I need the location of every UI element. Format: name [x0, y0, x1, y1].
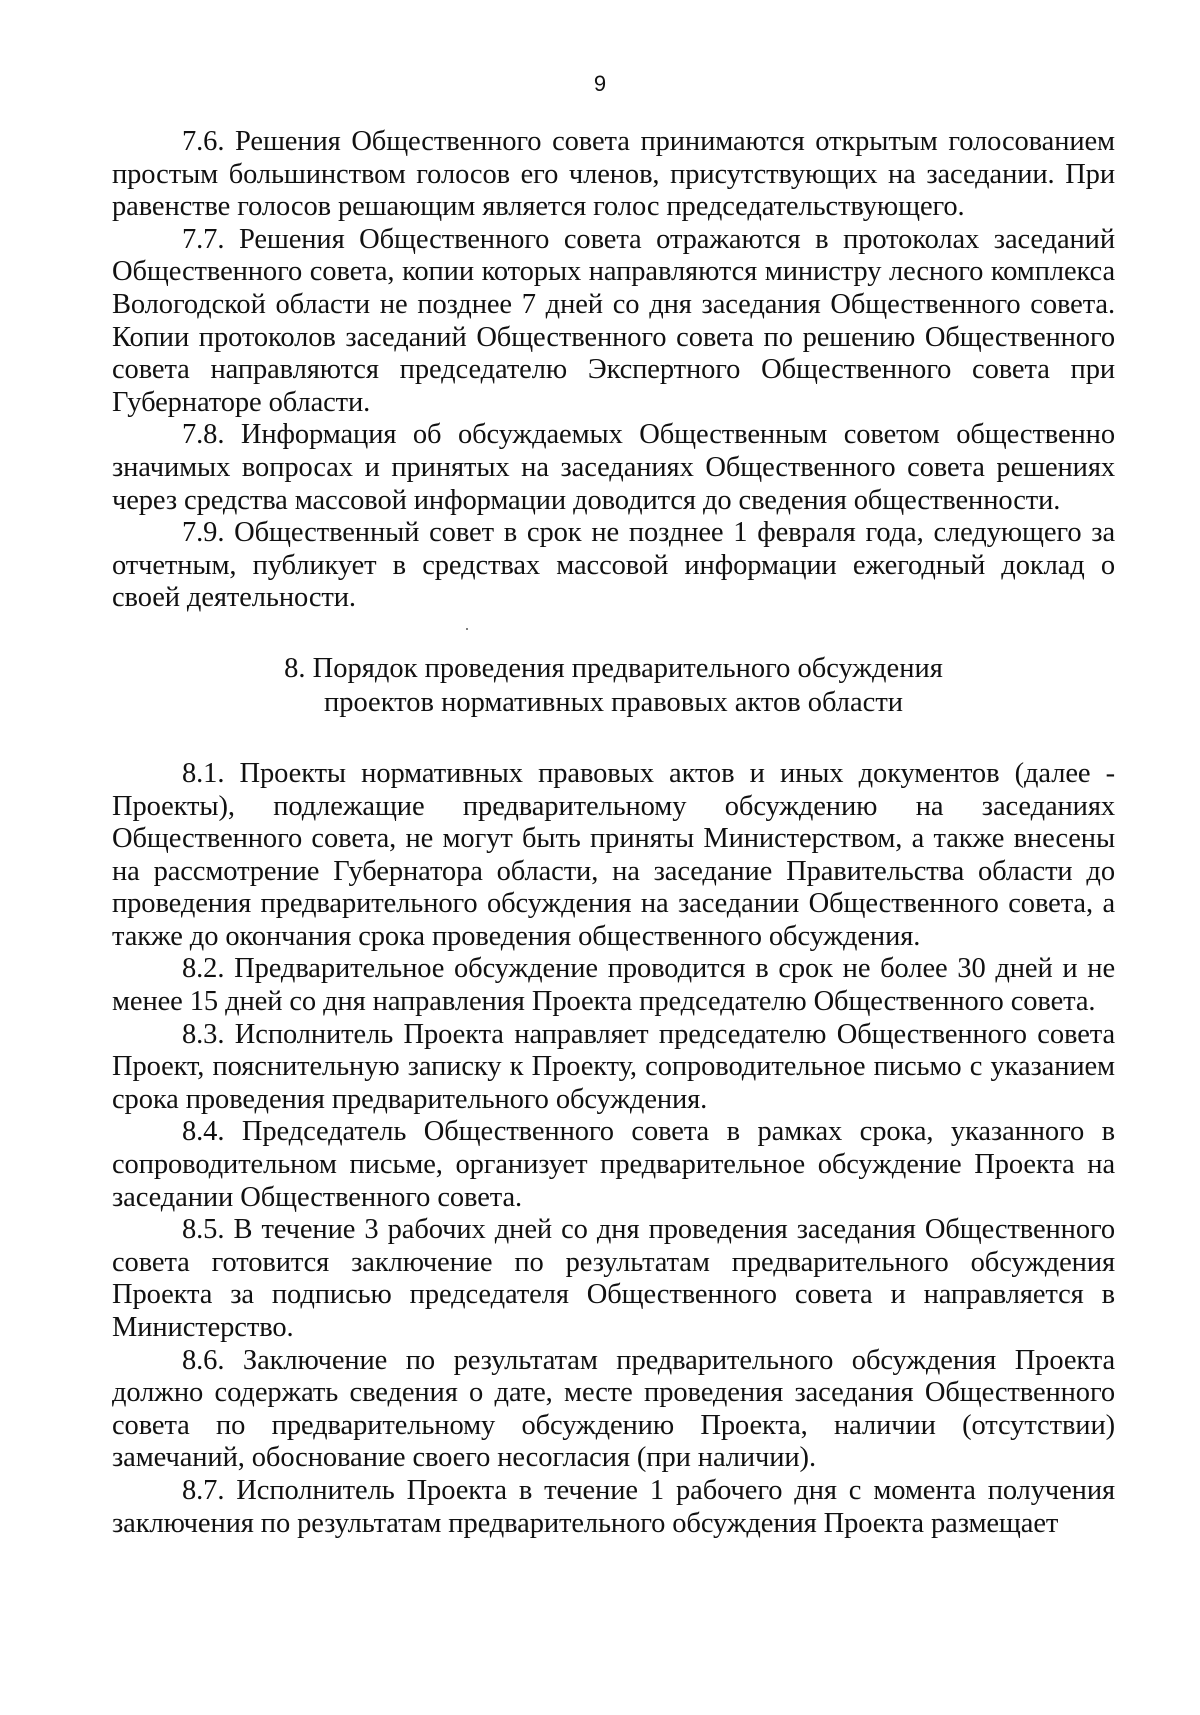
document-body	[112, 126, 1115, 1540]
section-8-heading	[112, 652, 1115, 720]
paragraph-7-6: 7.6. Решения Общественного совета принимаются открытым голосованием простым большинством голосов его членов, присутствующих на заседании. При равенстве голосов решающим является голос председательствующего.	[112, 126, 1115, 223]
paragraph-8-7: 8.7. Исполнитель Проекта в течение 1 рабочего дня с момента получения заключения по результатам предварительного обсуждения Проекта размещает	[112, 1474, 1115, 1539]
paragraph-8-2: 8.2. Предварительное обсуждение проводится в срок не более 30 дней и не менее 15 дней со дня направления Проекта председателю Общественного совета.	[112, 953, 1115, 1018]
paragraph-7-8: 7.8. Информация об обсуждаемых Общественным советом общественно значимых вопросах и принятых на заседаниях Общественного совета решениях через средства массовой информации доводится до сведения общественности.	[112, 419, 1115, 516]
paragraph-7-7: 7.7. Решения Общественного совета отражаются в протоколах заседаний Общественного совета, копии которых направляются министру лесного комплекса Вологодской области не позднее 7 дней со дня заседания Общественного совета. Копии протоколов заседаний Общественного совета по решению Общественного совета направляются председателю Экспертного Общественного совета при Губернаторе области.	[112, 223, 1115, 418]
paragraph-8-5: 8.5. В течение 3 рабочих дней со дня проведения заседания Общественного совета готовится заключение по результатам предварительного обсуждения Проекта за подписью председателя Общественного совета и направляется в Министерство.	[112, 1214, 1115, 1343]
section-heading-line-1: 8. Порядок проведения предварительного обсуждения	[284, 652, 943, 684]
paragraph-8-3: 8.3. Исполнитель Проекта направляет председателю Общественного совета Проект, пояснительную записку к Проекту, сопроводительное письмо с указанием срока проведения предварительного обсуждения.	[112, 1018, 1115, 1115]
section-heading-line-2: проектов нормативных правовых актов области	[323, 686, 904, 718]
page-number: 9	[593, 71, 607, 96]
paragraph-8-6: 8.6. Заключение по результатам предварительного обсуждения Проекта должно содержать сведения о дате, месте проведения заседания Общественного совета по предварительному обсуждению Проекта, наличии (отсутствии) замечаний, обоснование своего несогласия (при наличии).	[112, 1344, 1115, 1474]
paragraph-8-4: 8.4. Председатель Общественного совета в рамках срока, указанного в сопроводительном письме, организует предварительное обсуждение Проекта на заседании Общественного совета.	[112, 1116, 1115, 1213]
paragraph-7-9: 7.9. Общественный совет в срок не позднее 1 февраля года, следующего за отчетным, публикует в средствах массовой информации ежегодный доклад о своей деятельности.	[112, 517, 1115, 614]
paragraph-8-1: 8.1. Проекты нормативных правовых актов и иных документов (далее - Проекты), подлежащие предварительному обсуждению на заседаниях Общественного совета, не могут быть приняты Министерством, а также внесены на рассмотрение Губернатора области, на заседание Правительства области до проведения предварительного обсуждения на заседании Общественного совета, а также до окончания срока проведения общественного обсуждения.	[112, 757, 1115, 952]
